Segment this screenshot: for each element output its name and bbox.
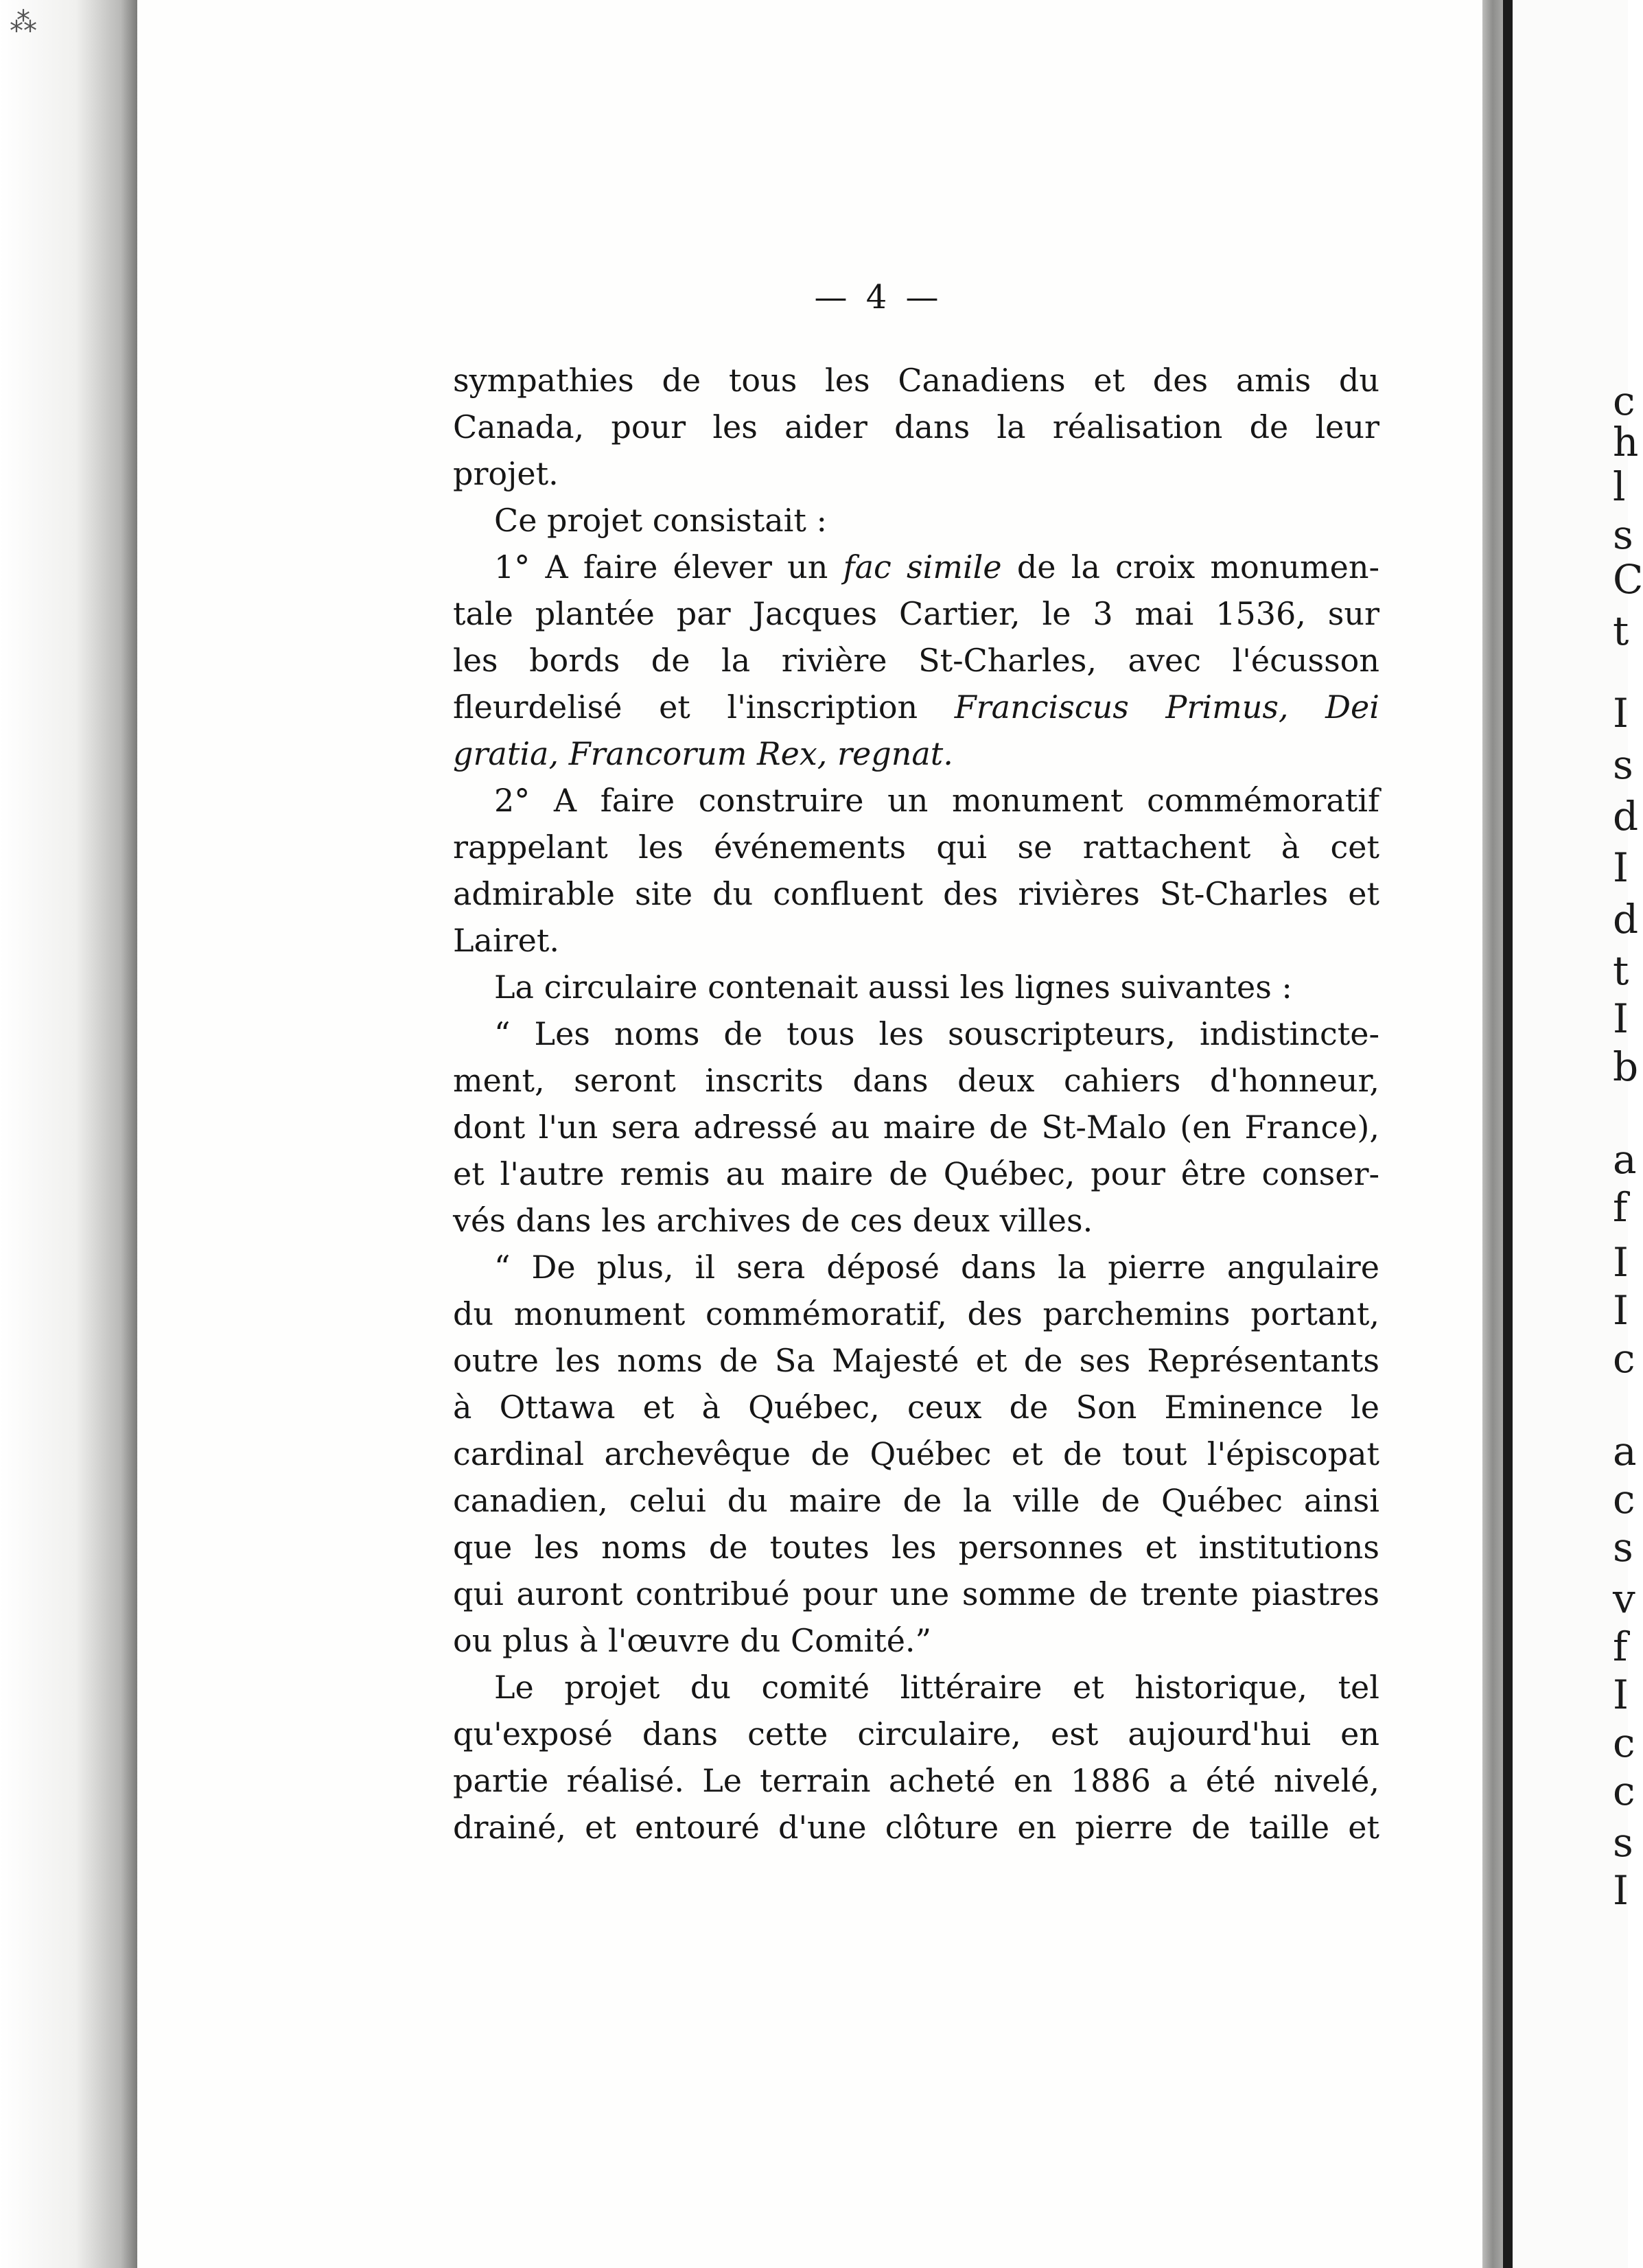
text-segment: canadien, celui du maire de la ville de Québec ainsi	[453, 1482, 1379, 1519]
text-segment: 2° A faire construire un monument commémoratif	[494, 782, 1379, 819]
text-segment: ou plus à l'œuvre du Comité.”	[453, 1622, 932, 1659]
text-line	[453, 1057, 1379, 1104]
facing-page-char: I	[1613, 1671, 1629, 1718]
text-segment: rappelant les événements qui se rattachent à cet	[453, 829, 1379, 866]
text-segment: sympathies de tous les Canadiens et des amis du	[453, 362, 1379, 399]
text-segment: dont l'un sera adressé au maire de St-Malo (en France),	[453, 1109, 1379, 1146]
text-segment: admirable site du confluent des rivières St-Charles et	[453, 875, 1379, 912]
text-line	[453, 544, 1379, 590]
text-line	[453, 1617, 1379, 1664]
text-line	[453, 964, 1379, 1010]
facing-page-char: s	[1613, 1819, 1633, 1866]
text-line	[453, 1571, 1379, 1617]
corner-artifact-icon: ⁂	[10, 7, 37, 38]
facing-page-char: I	[1613, 1239, 1629, 1286]
text-segment: “ De plus, il sera déposé dans la pierre angulaire	[494, 1249, 1379, 1286]
text-line	[453, 917, 1379, 964]
text-segment: qu'exposé dans cette circulaire, est aujourd'hui en	[453, 1715, 1379, 1752]
facing-page-char: I	[1613, 1867, 1629, 1914]
text-segment: et l'autre remis au maire de Québec, pour être conser-	[453, 1155, 1379, 1192]
text-line	[453, 357, 1379, 404]
text-line	[453, 1477, 1379, 1524]
page-number: — 4 —	[814, 278, 943, 316]
italic-text: fac simile	[843, 548, 1002, 586]
facing-page-char: f	[1613, 1623, 1628, 1670]
text-line	[453, 637, 1379, 684]
text-line	[453, 1431, 1379, 1477]
facing-page-char: f	[1613, 1184, 1628, 1231]
facing-page-char: s	[1613, 741, 1633, 788]
text-segment: ment, seront inscrits dans deux cahiers d'honneur,	[453, 1062, 1379, 1099]
text-line	[453, 1664, 1379, 1711]
facing-page-char: c	[1613, 1768, 1635, 1814]
facing-page-char: I	[1613, 844, 1629, 891]
text-segment: du monument commémoratif, des parchemins portant,	[453, 1295, 1379, 1332]
italic-text: gratia, Francorum Rex, regnat.	[453, 735, 953, 772]
facing-page-char: t	[1613, 947, 1629, 994]
facing-page-char: c	[1613, 1335, 1635, 1382]
text-line	[453, 1337, 1379, 1384]
book-gutter	[1482, 0, 1503, 2268]
text-line	[453, 1711, 1379, 1757]
facing-page-fragments	[1503, 0, 1643, 2268]
text-line	[453, 777, 1379, 824]
facing-page-edge	[1503, 0, 1643, 2268]
text-segment: projet.	[453, 455, 559, 492]
text-segment: cardinal archevêque de Québec et de tout l'épiscopat	[453, 1435, 1379, 1472]
text-line	[453, 1757, 1379, 1804]
text-line	[453, 684, 1379, 730]
text-segment: vés dans les archives de ces deux villes.	[453, 1202, 1093, 1239]
facing-page-char: d	[1613, 896, 1639, 942]
text-line	[453, 1150, 1379, 1197]
text-segment: à Ottawa et à Québec, ceux de Son Eminence le	[453, 1389, 1379, 1426]
facing-page-char: d	[1613, 793, 1639, 840]
scan-left-margin	[0, 0, 137, 2268]
facing-page-char: c	[1613, 1720, 1635, 1766]
body-text	[453, 357, 1379, 1851]
italic-text: Franciscus Primus, Dei	[954, 688, 1379, 726]
text-segment: outre les noms de Sa Majesté et de ses Représentants	[453, 1342, 1379, 1379]
text-line	[453, 497, 1379, 544]
text-segment: que les noms de toutes les personnes et institutions	[453, 1529, 1379, 1566]
facing-page-char: I	[1613, 995, 1629, 1042]
text-segment: La circulaire contenait aussi les lignes suivantes :	[494, 969, 1292, 1006]
text-segment: “ Les noms de tous les souscripteurs, indistincte-	[494, 1015, 1379, 1052]
facing-page-char: h	[1613, 419, 1639, 465]
facing-page-char: I	[1613, 1287, 1629, 1334]
facing-page-char: c	[1613, 378, 1635, 424]
text-line	[453, 1524, 1379, 1571]
facing-page-char: l	[1613, 463, 1626, 510]
facing-page-char: v	[1613, 1575, 1635, 1622]
text-segment: partie réalisé. Le terrain acheté en 1886 a été nivelé,	[453, 1762, 1379, 1799]
text-segment: tale plantée par Jacques Cartier, le 3 mai 1536, sur	[453, 595, 1379, 632]
text-line	[453, 1244, 1379, 1291]
facing-page-char: b	[1613, 1043, 1639, 1090]
text-line	[453, 590, 1379, 637]
text-segment: de la croix monumen-	[1001, 548, 1379, 586]
facing-page-char: s	[1613, 511, 1633, 558]
text-segment: les bords de la rivière St-Charles, avec l'écusson	[453, 642, 1379, 679]
text-segment: 1° A faire élever un	[494, 548, 843, 586]
text-line	[453, 1010, 1379, 1057]
text-line	[453, 1104, 1379, 1150]
text-segment: Le projet du comité littéraire et historique, tel	[494, 1669, 1379, 1706]
text-segment: fleurdelisé et l'inscription	[453, 688, 955, 726]
facing-page-char: a	[1613, 1428, 1637, 1474]
facing-page-char: c	[1613, 1476, 1635, 1523]
text-line	[453, 730, 1379, 777]
facing-page-char: I	[1613, 690, 1629, 737]
text-line	[453, 404, 1379, 450]
text-line	[453, 1804, 1379, 1851]
text-line	[453, 870, 1379, 917]
text-line	[453, 824, 1379, 870]
text-segment: Lairet.	[453, 922, 560, 959]
text-line	[453, 1291, 1379, 1337]
facing-page-char: a	[1613, 1136, 1637, 1183]
text-line	[453, 450, 1379, 497]
text-segment: qui auront contribué pour une somme de trente piastres	[453, 1575, 1379, 1612]
facing-page-char: C	[1613, 556, 1643, 603]
text-line	[453, 1384, 1379, 1431]
text-segment: Ce projet consistait :	[494, 502, 827, 539]
facing-page-char: s	[1613, 1524, 1633, 1571]
text-segment: Canada, pour les aider dans la réalisation de leur	[453, 408, 1379, 445]
text-line	[453, 1197, 1379, 1244]
facing-page-char: t	[1613, 608, 1629, 654]
text-segment: drainé, et entouré d'une clôture en pierre de taille et	[453, 1809, 1379, 1846]
